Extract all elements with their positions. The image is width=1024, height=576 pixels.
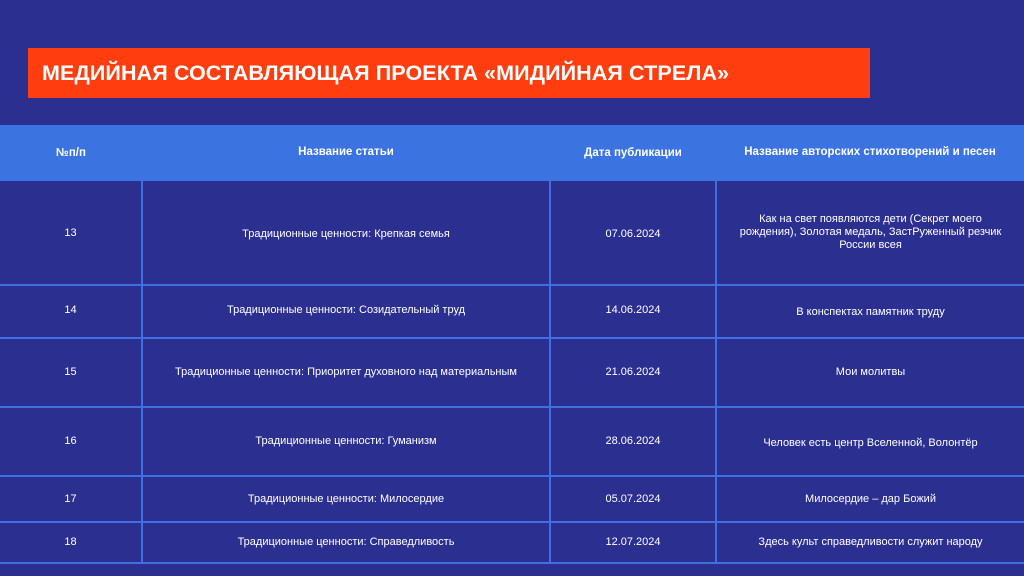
cell-number: 13 bbox=[0, 181, 142, 285]
page-title: МЕДИЙНАЯ СОСТАВЛЯЮЩАЯ ПРОЕКТА «МИДИЙНАЯ СТРЕЛА» bbox=[42, 60, 730, 85]
table-header-row bbox=[0, 125, 1024, 181]
cell-article: Традиционные ценности: Приоритет духовного над материальным bbox=[142, 338, 550, 407]
cell-works: Как на свет появляются дети (Секрет моего рождения), Золотая медаль, ЗастРуженный резчик России всея bbox=[716, 181, 1024, 285]
cell-number: 14 bbox=[0, 285, 142, 338]
table-row bbox=[0, 181, 1024, 285]
cell-number: 17 bbox=[0, 476, 142, 522]
cell-date: 12.07.2024 bbox=[550, 522, 716, 563]
cell-article: Традиционные ценности: Созидательный труд bbox=[142, 285, 550, 338]
column-header-number: №п/п bbox=[56, 146, 86, 159]
cell-article: Традиционные ценности: Гуманизм bbox=[142, 407, 550, 476]
table-row bbox=[0, 476, 1024, 522]
cell-article: Традиционные ценности: Справедливость bbox=[142, 522, 550, 563]
cell-works: Милосердие – дар Божий bbox=[716, 476, 1024, 522]
cell-date: 21.06.2024 bbox=[550, 338, 716, 407]
cell-works: Здесь культ справедливости служит народу bbox=[716, 522, 1024, 563]
table-row bbox=[0, 285, 1024, 338]
cell-works: Человек есть центр Вселенной, Волонтёр bbox=[716, 407, 1024, 476]
title-banner bbox=[28, 48, 870, 98]
cell-date: 14.06.2024 bbox=[550, 285, 716, 338]
cell-date: 05.07.2024 bbox=[550, 476, 716, 522]
publications-table bbox=[0, 125, 1024, 564]
table-row bbox=[0, 407, 1024, 476]
cell-date: 07.06.2024 bbox=[550, 181, 716, 285]
table-row bbox=[0, 522, 1024, 563]
cell-works: Мои молитвы bbox=[716, 338, 1024, 407]
column-header-date: Дата публикации bbox=[584, 146, 682, 159]
cell-number: 15 bbox=[0, 338, 142, 407]
cell-number: 16 bbox=[0, 407, 142, 476]
table-row bbox=[0, 338, 1024, 407]
cell-works: В конспектах памятник труду bbox=[716, 285, 1024, 338]
cell-number: 18 bbox=[0, 522, 142, 563]
cell-article: Традиционные ценности: Крепкая семья bbox=[142, 181, 550, 285]
column-header-article: Название статьи bbox=[298, 146, 394, 158]
cell-article: Традиционные ценности: Милосердие bbox=[142, 476, 550, 522]
cell-date: 28.06.2024 bbox=[550, 407, 716, 476]
column-header-works: Название авторских стихотворений и песен bbox=[744, 146, 996, 158]
